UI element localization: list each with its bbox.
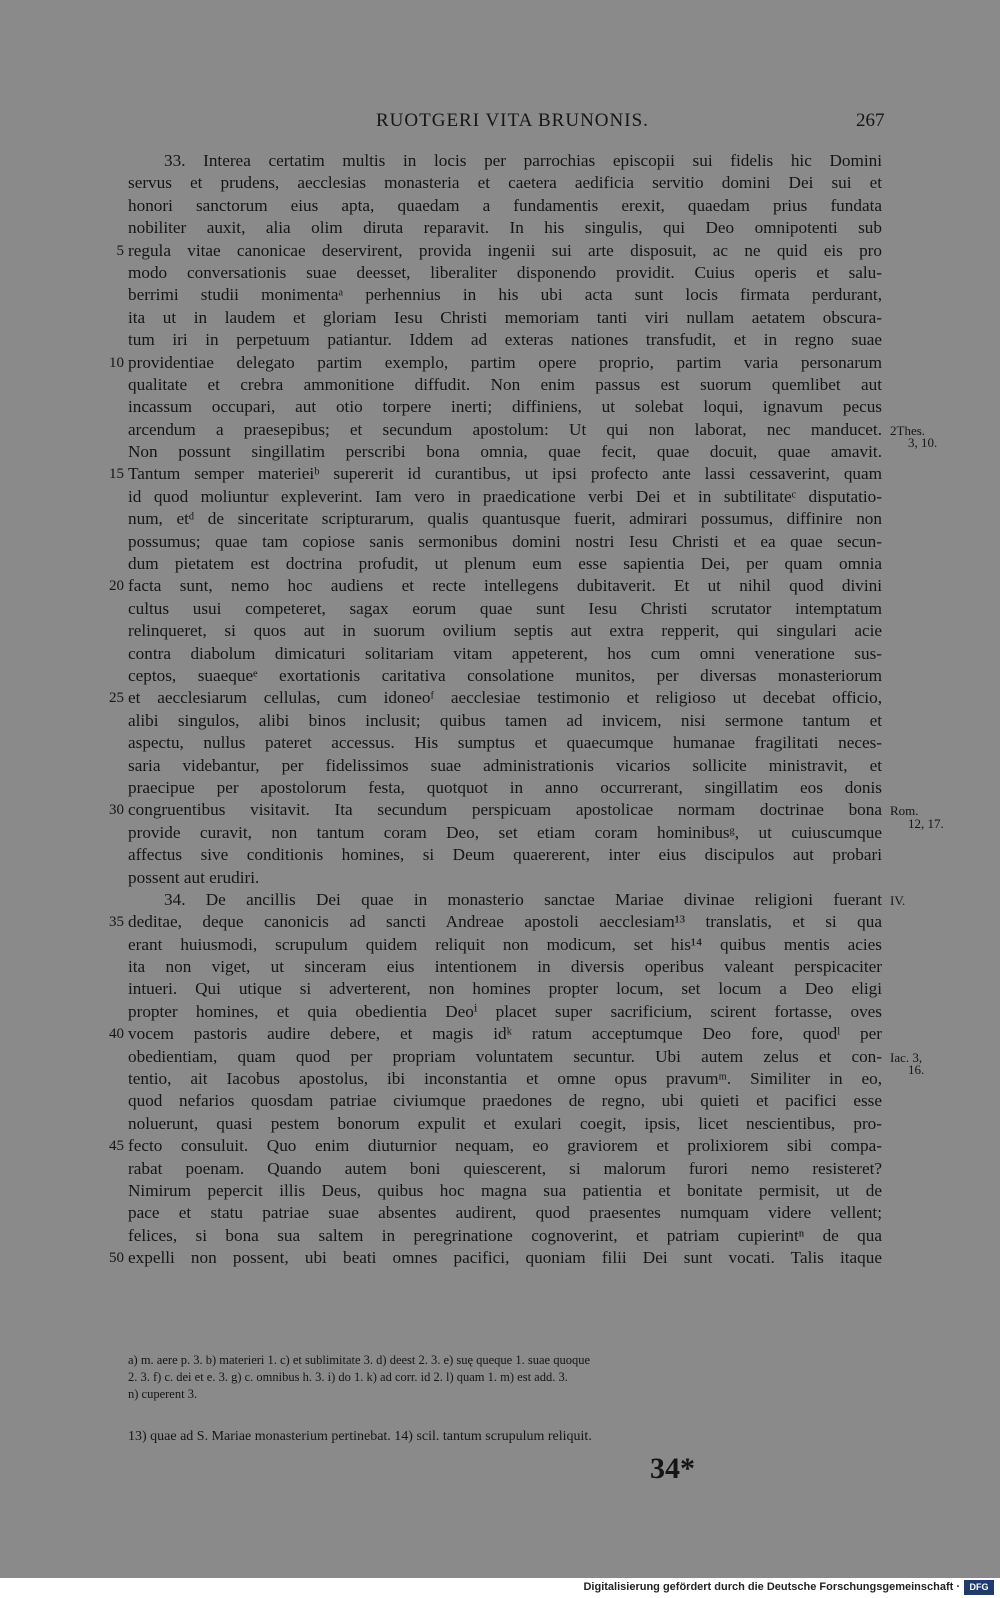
text-line (0, 307, 1000, 329)
line-number: 35 (109, 914, 124, 931)
marginal-reference: 16. (908, 1062, 925, 1078)
line-text: tum iri in perpetuum patiantur. Iddem ad exteras nationes transfudit, et in regno suae (128, 330, 882, 350)
text-line (0, 396, 1000, 418)
variant-footnotes (128, 1352, 882, 1403)
line-number: 10 (109, 354, 124, 371)
text-line (0, 486, 1000, 508)
marginal-reference: 3, 10. (908, 435, 938, 451)
text-line (0, 815, 1000, 844)
text-line (0, 217, 1000, 239)
text-line (0, 240, 1000, 262)
line-text: tentio, ait Iacobus apostolus, ibi inconstantia et omne opus pravumᵐ. Similiter in eo, (128, 1069, 882, 1089)
line-text: fecto consuluit. Quo enim diuturnior nequam, eo graviorem et prolixiorem sibi compa- (128, 1136, 882, 1156)
text-line (0, 710, 1000, 732)
text-line (0, 329, 1000, 351)
dfg-logo[interactable]: DFG (964, 1580, 994, 1595)
text-line (0, 1180, 1000, 1202)
text-line (0, 844, 1000, 866)
line-text: praecipue per apostolorum festa, quotquot in anno occurrerant, singillatim eos donis (128, 777, 882, 797)
text-body (0, 150, 1000, 1270)
line-text: alibi singulos, alibi binos inclusit; quibus tamen ad invicem, nisi sermone tantum et (128, 710, 882, 730)
line-number: 20 (109, 578, 124, 595)
text-line (0, 687, 1000, 709)
marginal-reference: Rom. (890, 803, 919, 819)
line-text: Non possunt singillatim perscribi bona omnia, quae fecit, quae docuit, quae amavit. (128, 442, 882, 462)
line-text: facta sunt, nemo hoc audiens et recte intellegens dubitaverit. Et ut nihil quod divini (128, 576, 882, 596)
line-number: 50 (109, 1250, 124, 1267)
line-text: incassum occupari, aut otio torpere inerti; diffiniens, ut solebat loqui, ignavum pecus (128, 397, 882, 417)
line-text: providentiae delegato partim exemplo, partim opere proprio, partim varia personarum (128, 352, 882, 372)
text-line (0, 777, 1000, 799)
text-line (0, 620, 1000, 642)
line-text: ita ut in laudem et gloriam Iesu Christi memoriam tanti viri nullam aetatem obscura- (128, 307, 882, 327)
text-line (0, 352, 1000, 374)
line-text: provide curavit, non tantum coram Deo, set etiam coram hominibusᵍ, ut cuiuscumque (128, 822, 882, 842)
text-line (0, 1046, 1000, 1068)
footnote-line: 2. 3. f) c. dei et e. 3. g) c. omnibus h. 3. i) do 1. k) ad corr. id 2. l) quam 1. m) est add. 3. (128, 1370, 568, 1384)
line-text: ceptos, suaequeᵉ exortationis caritativa consolatione munitos, per diversas monasteriorum (128, 665, 882, 685)
text-line (0, 1225, 1000, 1247)
footnote-line: a) m. aere p. 3. b) materieri 1. c) et sublimitate 3. d) deest 2. 3. e) suę queque 1. suae quoque (128, 1353, 590, 1367)
line-text: ita non viget, ut sinceram eius intentionem in diversis operibus valeant perspicaciter (128, 957, 882, 977)
line-text: dum pietatem est doctrina profudit, ut plenum eum esse sapientia Dei, per quam omnia (128, 554, 882, 574)
line-number: 30 (109, 802, 124, 819)
line-text: obedientiam, quam quod per propriam voluntatem secuntur. Ubi autem zelus et con- (128, 1046, 882, 1066)
text-line (0, 732, 1000, 754)
line-text: felices, si bona sua saltem in peregrinatione cognoverint, et patriam cupierintⁿ de qua (128, 1225, 882, 1245)
text-line (0, 172, 1000, 194)
text-line (0, 508, 1000, 530)
line-text: propter homines, et quia obedientia Deoⁱ placet super sacrificium, scirent fortasse, oves (128, 1001, 882, 1021)
text-line (0, 1247, 1000, 1269)
page-number: 267 (856, 110, 885, 131)
line-text: rabat poenam. Quando autem boni quiescerent, si malorum furori nemo resisteret? (128, 1158, 882, 1178)
text-line (0, 150, 1000, 172)
text-line (0, 575, 1000, 597)
line-text: 34. De ancillis Dei quae in monasterio sanctae Mariae divinae religioni fuerant (164, 889, 882, 909)
line-text: 33. Interea certatim multis in locis per parrochias episcopii sui fidelis hic Domini (164, 151, 882, 170)
line-text: erant huiusmodi, scrupulum quidem reliquit non modicum, set his¹⁴ quibus mentis acies (128, 934, 882, 954)
text-line (0, 262, 1000, 284)
line-text: noluerunt, quasi pestem bonorum expulit et exulari coegit, ipsis, licet nescientibus, pro- (128, 1113, 882, 1133)
line-text: aspectu, nullus pateret accessus. His sumptus et quaecumque humanae fragilitati neces- (128, 733, 882, 753)
text-line (0, 1135, 1000, 1157)
text-line (0, 463, 1000, 485)
text-line (0, 195, 1000, 217)
line-text: relinqueret, si quos aut in suorum ovilium septis aut extra repperit, qui singulari acie (128, 621, 882, 641)
text-line (0, 435, 1000, 463)
signature-mark: 34* (650, 1452, 695, 1485)
line-text: servus et prudens, aecclesias monasteria et caetera aedificia servitio domini Dei sui et (128, 173, 882, 193)
text-line (0, 1001, 1000, 1023)
text-line (0, 956, 1000, 978)
line-text: possumus; quae tam copiose sanis sermonibus domini nostri Iesu Christi et ea quae secun- (128, 531, 882, 551)
text-line (0, 531, 1000, 553)
line-text: regula vitae canonicae deservirent, provida ingenii sui arte disposuit, ac ne quid eis pro (128, 240, 882, 260)
line-number: 15 (109, 466, 124, 483)
marginal-reference: Iac. 3, (890, 1049, 923, 1065)
line-text: intueri. Qui utique si adverterent, non homines propter locum, set locum a Deo eligi (128, 979, 882, 999)
line-text: Nimirum pepercit illis Deus, quibus hoc magna sua patientia et bonitate permisit, ut de (128, 1180, 882, 1200)
line-text: quod nefarios quosdam patriae civiumque praedones de regno, ubi quieti et pacifici esse (128, 1091, 882, 1111)
line-number: 25 (109, 690, 124, 707)
line-number: 45 (109, 1138, 124, 1155)
text-line (0, 374, 1000, 396)
footnote-line: n) cuperent 3. (128, 1387, 198, 1401)
text-line (0, 978, 1000, 1000)
running-head (0, 110, 1000, 136)
marginal-reference: 2Thes. (890, 422, 926, 438)
text-line (0, 934, 1000, 956)
text-line (0, 665, 1000, 687)
text-line (0, 1062, 1000, 1090)
marginal-reference: 12, 17. (908, 815, 944, 831)
text-line (0, 553, 1000, 575)
text-line (0, 419, 1000, 441)
line-text: affectus sive conditionis homines, si Deum quaererent, inter eius discipulos aut probari (128, 845, 882, 865)
text-line (0, 755, 1000, 777)
text-line (0, 1158, 1000, 1180)
line-text: qualitate et crebra ammonitione diffudit. Non enim passus est suorum quemlibet aut (128, 374, 882, 394)
line-text: arcendum a praesepibus; et secundum apostolum: Ut qui non laborat, nec manducet. (128, 419, 882, 439)
line-text: saria videbantur, per fidelissimos suae administrationis vicarios sollicite ministravit, et (128, 755, 882, 775)
line-text: num, etᵈ de sinceritate scripturarum, qualis quantusque fuerit, admirari possumus, diffinire non (128, 509, 882, 529)
line-text: pace et statu patriae suae absentes audirent, quod praesentes numquam videre vellent; (128, 1203, 882, 1223)
line-number: 5 (116, 242, 124, 259)
line-text: honori sanctorum eius apta, quaedam a fundamentis erexit, quaedam prius fundata (128, 195, 882, 215)
line-text: Tantum semper materieiᵇ supererit id curantibus, ut ipsi profecto ante lassi cessaverint, quam (128, 464, 882, 484)
text-line (0, 799, 1000, 821)
text-line (0, 889, 1000, 911)
line-number: 40 (109, 1026, 124, 1043)
line-text: berrimi studii monimentaᵃ perhennius in his ubi acta sunt locis firmata perdurant, (128, 285, 882, 305)
text-line (0, 867, 1000, 889)
line-text: modo conversationis suae deesset, liberaliter disponendo providit. Cuius operis et salu- (128, 262, 882, 282)
text-line (0, 643, 1000, 665)
running-title: RUOTGERI VITA BRUNONIS. (376, 110, 649, 131)
line-text: expelli non possent, ubi beati omnes pacifici, quoniam filii Dei sunt vocati. Talis itaque (128, 1248, 882, 1268)
commentary-footnotes: 13) quae ad S. Mariae monasterium pertinebat. 14) scil. tantum scrupulum reliquit. (128, 1429, 592, 1444)
text-line (0, 1202, 1000, 1224)
line-text: nobiliter auxit, alia olim diruta reparavit. In his singulis, qui Deo omnipotenti sub (128, 218, 882, 238)
text-line (0, 1023, 1000, 1045)
line-text: possent aut erudiri. (128, 867, 260, 887)
line-text: contra diabolum dimicaturi solitariam vitam appeterent, hos cum omni veneratione sus- (128, 643, 882, 663)
text-line (0, 1090, 1000, 1112)
line-text: vocem pastoris audire debere, et magis idᵏ ratum acceptumque Deo fore, quodˡ per (128, 1024, 882, 1044)
marginal-reference: IV. (890, 892, 906, 908)
text-line (0, 284, 1000, 306)
line-text: cultus usui competeret, sagax eorum quae sunt Iesu Christi scrutator intemptatum (128, 598, 882, 618)
digitization-footer (0, 1578, 1000, 1598)
text-line (0, 1113, 1000, 1135)
text-line (0, 598, 1000, 620)
line-text: id quod moliuntur expleverint. Iam vero in praedicatione verbi Dei et in subtilitateᶜ disputatio- (128, 486, 882, 506)
text-line (0, 911, 1000, 933)
line-text: et aecclesiarum cellulas, cum idoneoᶠ aecclesiae testimonio et religioso ut decebat officio, (128, 688, 882, 708)
line-text: deditae, deque canonicis ad sancti Andreae apostoli aecclesiam¹³ translatis, et si qua (128, 912, 882, 932)
line-text: congruentibus visitavit. Ita secundum perspicuam apostolicae normam doctrinae bona (128, 800, 882, 820)
funding-credit[interactable]: Digitalisierung gefördert durch die Deutsche Forschungsgemeinschaft · (583, 1581, 960, 1593)
